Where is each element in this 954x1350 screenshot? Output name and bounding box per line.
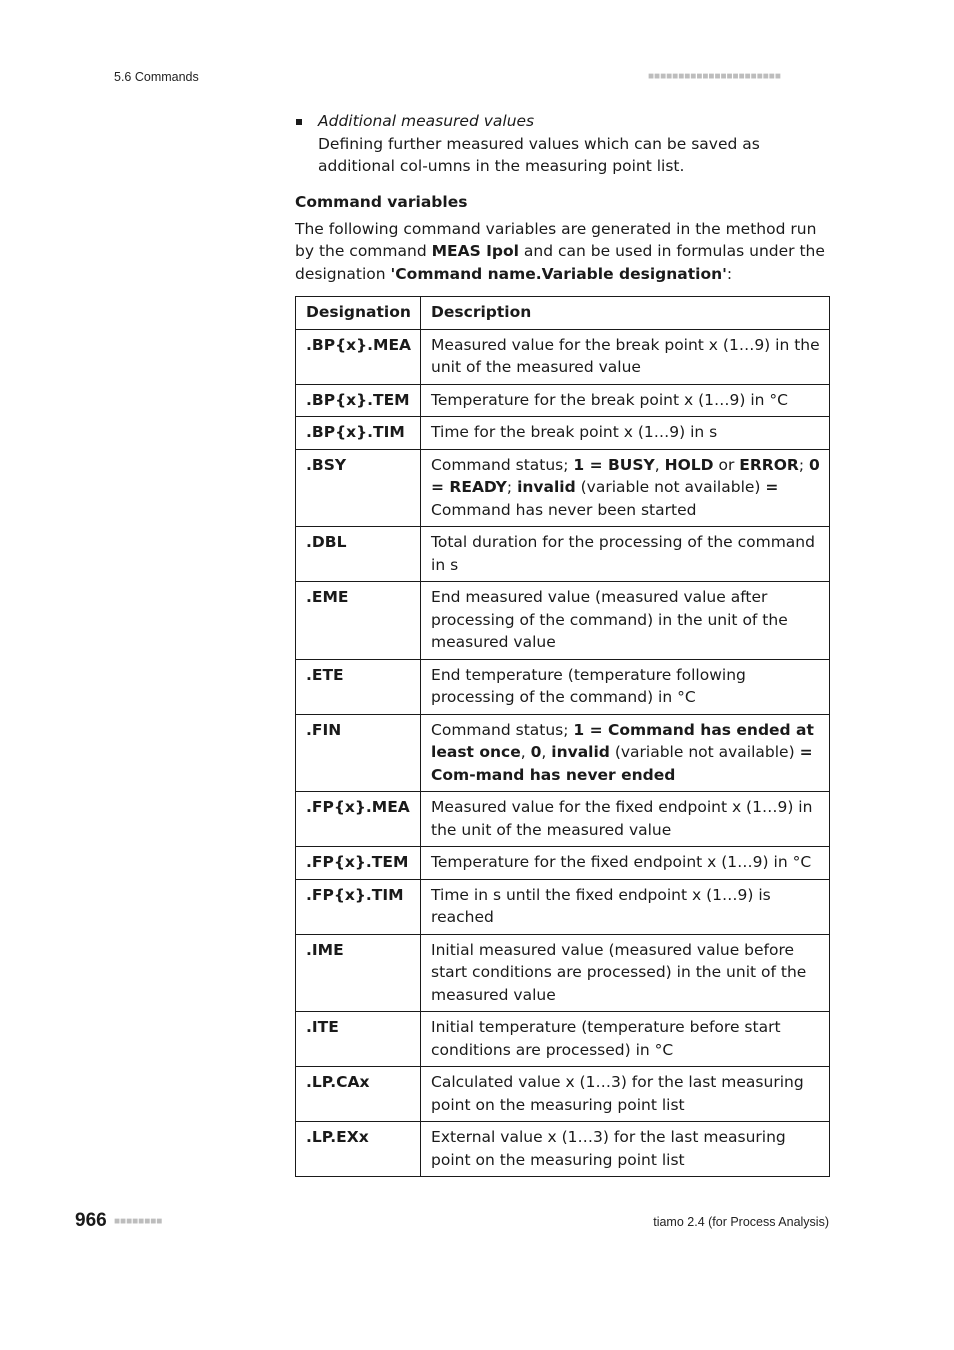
header-description: Description xyxy=(421,297,830,330)
description-bold-text: invalid xyxy=(551,743,610,761)
variables-table xyxy=(295,296,830,1177)
variable-designation: .DBL xyxy=(296,527,421,582)
bullet-square-icon xyxy=(296,119,302,125)
table-row xyxy=(296,449,830,527)
variable-designation: .BP{x}.TIM xyxy=(296,417,421,450)
description-bold-text: = xyxy=(765,478,779,496)
page-content xyxy=(295,110,829,1177)
table-row xyxy=(296,1122,830,1177)
footer-decoration: ■■■■■■■■ xyxy=(114,1216,163,1227)
description-bold-text: ERROR xyxy=(739,455,799,474)
table-row xyxy=(296,384,830,417)
description-text: Command has never been started xyxy=(431,500,697,519)
description-text: Command status; xyxy=(431,455,574,474)
description-bold-text: invalid xyxy=(517,478,576,496)
table-row xyxy=(296,714,830,792)
variable-designation: .BP{x}.TEM xyxy=(296,384,421,417)
variable-designation: .EME xyxy=(296,582,421,660)
variable-description: Measured value for the break point x (1…9) in the unit of the measured value xyxy=(421,329,830,384)
bullet-title: Additional measured values xyxy=(318,112,535,130)
variable-designation: .ETE xyxy=(296,659,421,714)
intro-text-1: The following command variables are generated in the method run by the command xyxy=(295,219,817,260)
variable-description: Initial measured value (measured value before start conditions are processed) in the unit of the measured value xyxy=(421,934,830,1012)
variable-description: Temperature for the break point x (1…9) in °C xyxy=(421,384,830,417)
description-text: , xyxy=(654,455,665,474)
description-text: Command status; xyxy=(431,720,574,739)
variable-description: Time in s until the fixed endpoint x (1…9) is reached xyxy=(421,879,830,934)
description-text: , xyxy=(520,743,531,761)
variable-designation: .ITE xyxy=(296,1012,421,1067)
variable-designation: .FP{x}.TIM xyxy=(296,879,421,934)
variable-description: External value x (1…3) for the last measuring point on the measuring point list xyxy=(421,1122,830,1177)
variable-description xyxy=(421,714,830,792)
variable-description: End measured value (measured value after processing of the command) in the unit of the measured value xyxy=(421,582,830,660)
header-designation: Designation xyxy=(296,297,421,330)
table-row xyxy=(296,659,830,714)
description-text: , xyxy=(541,743,552,761)
table-row xyxy=(296,934,830,1012)
table-row xyxy=(296,527,830,582)
description-text: ; xyxy=(506,478,518,496)
variable-description: Temperature for the fixed endpoint x (1…9) in °C xyxy=(421,847,830,880)
description-bold-text: 0 = READY xyxy=(431,455,820,496)
variable-designation: .BSY xyxy=(296,449,421,527)
variable-description: End temperature (temperature following processing of the command) in °C xyxy=(421,659,830,714)
table-row xyxy=(296,792,830,847)
intro-designation: 'Command name.Variable designation' xyxy=(390,264,727,283)
description-bold-text: 1 = Command has ended at least once xyxy=(431,720,814,761)
description-text: or xyxy=(713,455,740,474)
variable-designation: .FP{x}.MEA xyxy=(296,792,421,847)
variable-description: Total duration for the processing of the command in s xyxy=(421,527,830,582)
variable-description: Initial temperature (temperature before start conditions are processed) in °C xyxy=(421,1012,830,1067)
bullet-text: Defining further measured values which can be saved as additional col-umns in the measuring point list. xyxy=(318,134,760,175)
description-text: (variable not available) xyxy=(609,743,800,761)
variable-designation: .FIN xyxy=(296,714,421,792)
header-decoration: ■■■■■■■■■■■■■■■■■■■■■■ xyxy=(648,71,781,82)
table-row xyxy=(296,1067,830,1122)
section-title: Command variables xyxy=(295,192,468,211)
intro-paragraph xyxy=(295,218,829,286)
variable-description xyxy=(421,449,830,527)
variable-designation: .BP{x}.MEA xyxy=(296,329,421,384)
product-name: tiamo 2.4 (for Process Analysis) xyxy=(653,1215,829,1229)
variable-designation: .FP{x}.TEM xyxy=(296,847,421,880)
bullet-item xyxy=(295,110,829,178)
table-row xyxy=(296,879,830,934)
table-header-row xyxy=(296,297,830,330)
table-row xyxy=(296,582,830,660)
table-row xyxy=(296,1012,830,1067)
variable-designation: .LP.EXx xyxy=(296,1122,421,1177)
intro-text-2: and can be used in formulas under the designation xyxy=(295,242,825,283)
description-bold-text: = Com-mand has never ended xyxy=(431,743,813,784)
variable-designation: .IME xyxy=(296,934,421,1012)
running-header-section: 5.6 Commands xyxy=(114,70,199,84)
description-bold-text: HOLD xyxy=(664,455,714,474)
description-text: ; xyxy=(798,455,809,474)
table-row xyxy=(296,417,830,450)
intro-text-3: : xyxy=(726,264,733,283)
description-bold-text: 0 xyxy=(530,743,542,761)
variable-description: Measured value for the fixed endpoint x (1…9) in the unit of the measured value xyxy=(421,792,830,847)
variable-description: Time for the break point x (1…9) in s xyxy=(421,417,830,450)
table-row xyxy=(296,847,830,880)
intro-command: MEAS Ipol xyxy=(431,242,519,260)
description-text: (variable not available) xyxy=(575,478,766,496)
variable-description: Calculated value x (1…3) for the last measuring point on the measuring point list xyxy=(421,1067,830,1122)
page-number: 966 xyxy=(75,1210,107,1231)
description-bold-text: 1 = BUSY xyxy=(573,455,655,474)
variable-designation: .LP.CAx xyxy=(296,1067,421,1122)
table-row xyxy=(296,329,830,384)
